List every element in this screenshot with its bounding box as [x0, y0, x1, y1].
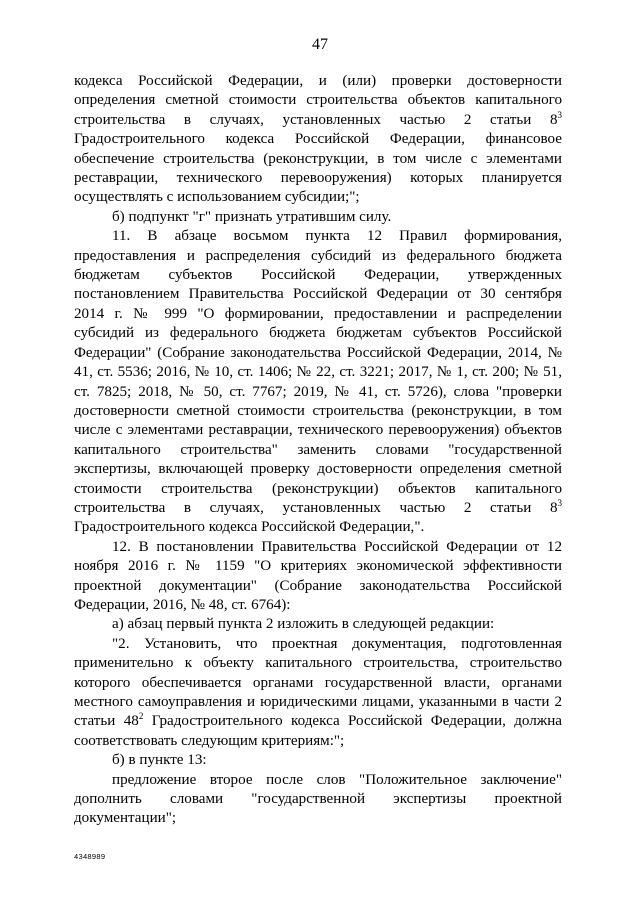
superscript: 3: [557, 109, 562, 120]
paragraph-quoted-item-2: "2. Установить, что проектная документация, подготовленная применительно к объекту капитального строительства, строительство которого обеспечивается органами государственной власти, органами местного самоуправления и юридическими лицами, указанными в части 2 статьи $48^2$ Градостроительного кодекса Российской Федерации, должна соответствовать следующим критериям:";: [74, 635, 562, 749]
document-body: [74, 72, 562, 829]
paragraph-second-sentence: предложение второе после слов "Положительное заключение" дополнить словами "государственной экспертизы проектной документации";: [74, 771, 562, 827]
document-code: 4348989: [74, 852, 106, 861]
paragraph-subpoint-b-13: б) в пункте 13:: [112, 752, 207, 769]
page-number: 47: [312, 36, 328, 53]
paragraph-item-11: 11. В абзаце восьмом пункта 12 Правил формирования, предоставления и распределения субсидий из федерального бюджета бюджетам субъектов Российской Федерации, утвержденных постановлением Правительства Российской Федерации от 30 сентября 2014 г. № 999 "О формировании, предоставлении и распределении субсидий из федерального бюджета бюджетам субъектов Российской Федерации" (Собрание законодательства Российской Федерации, 2014, № 41, ст. 5536; 2016, № 10, ст. 1406; № 22, ст. 3221; 2017, № 1, ст. 200; № 51, ст. 7825; 2018, № 50, ст. 7767; 2019, № 41, ст. 5726), слова "проверки достоверности сметной стоимости строительства (реконструкции, в том числе с элементами реставрации, технического перевооружения) объектов капитального строительства" заменить словами "государственной экспертизы, включающей проверку достоверности определения сметной стоимости строительства (реконструкции) объектов капитального строительства в случаях, установленных частью 2 статьи $8^3$ Градостроительного кодекса Российской Федерации,".: [74, 228, 562, 536]
paragraph-item-12: 12. В постановлении Правительства Российской Федерации от 12 ноября 2016 г. № 1159 "О критериях экономической эффективности проектной документации" (Собрание законодательства Российской Федерации, 2016, № 48, ст. 6764):: [74, 538, 562, 613]
superscript: 3: [557, 497, 562, 508]
paragraph-continuation: кодекса Российской Федерации, и (или) проверки достоверности определения сметной стоимости строительства объектов капитального строительства в случаях, установленных частью 2 статьи $8^3$ Градостроительного кодекса Российской Федерации, финансовое обеспечение строительства (реконструкции, в том числе с элементами реставрации, технического перевооружения) которых планируется осуществлять с использованием субсидии;";: [74, 73, 562, 206]
paragraph-subpoint-b: б) подпункт "г" признать утратившим силу.: [112, 208, 392, 225]
paragraph-subpoint-a: а) абзац первый пункта 2 изложить в следующей редакции:: [112, 616, 495, 633]
superscript: 2: [138, 711, 144, 722]
